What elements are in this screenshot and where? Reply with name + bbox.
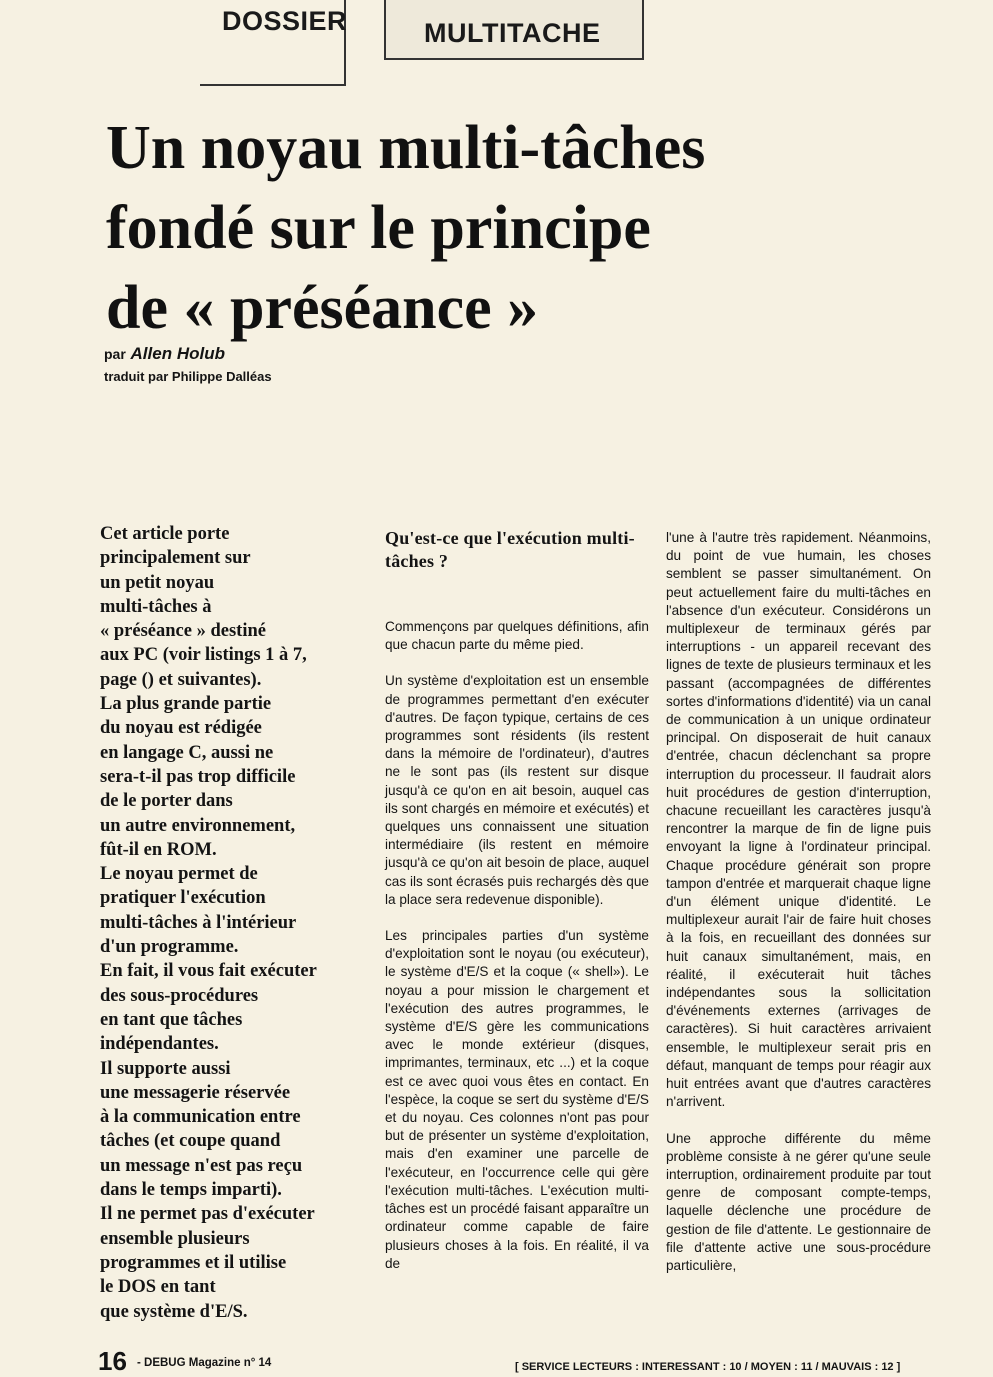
intro-line: de le porter dans [100, 791, 233, 812]
intro-line: d'un programme. [100, 937, 239, 958]
intro-line: aux PC (voir listings 1 à 7, [100, 645, 307, 666]
intro-line: fût-il en ROM. [100, 839, 217, 860]
publication-name: - DEBUG Magazine n° 14 [137, 1357, 272, 1369]
intro-line: le DOS en tant [100, 1277, 216, 1298]
intro-line: principalement sur [100, 548, 251, 569]
intro-line: multi-tâches à l'intérieur [100, 912, 297, 933]
intro-line: à la communication entre [100, 1107, 301, 1128]
section-label: DOSSIER [222, 6, 348, 36]
translator-credit: traduit par Philippe Dalléas [104, 369, 272, 384]
body-column-right [666, 529, 931, 1275]
intro-line: sera-t-il pas trop difficile [100, 766, 296, 787]
body-column-middle [385, 527, 649, 1273]
intro-line: Le noyau permet de [100, 864, 258, 885]
intro-line: un message n'est pas reçu [100, 1155, 303, 1176]
reader-service-line: [ SERVICE LECTEURS : INTERESSANT : 10 / MOYEN : 11 / MAUVAIS : 12 ] [515, 1361, 901, 1373]
intro-line: pratiquer l'exécution [100, 888, 266, 909]
intro-line: Il supporte aussi [100, 1058, 231, 1079]
category-label: MULTITACHE [424, 18, 601, 48]
intro-line: En fait, il vous fait exécuter [100, 961, 317, 982]
intro-line: tâches (et coupe quand [100, 1131, 281, 1152]
body-paragraph: l'une à l'autre très rapidement. Néanmoins, du point de vue humain, les choses semblent se passer simultanément. On peut actuellement faire du multi-tâches en l'absence d'un exécuteur. Considérons un multiplexeur de terminaux gérés par interruptions - un appareil recevant des lignes de texte de plusieurs terminaux et les passant (accompagnées de différentes sortes d'informations d'identité) via un canal de communication à un unique ordinateur principal. On disposerait de huit canaux d'entrée, chacun déclenchant sa propre interruption du processeur. Il faudrait alors huit procédures de gestion d'interruption, chacune recueillant les caractères jusqu'à rencontrer la marque de fin de ligne puis envoyant la ligne à l'ordinateur principal. Chaque procédure générait son propre tampon d'entrée et marquerait chaque ligne d'un élément unique d'identité. Le multiplexeur aurait l'air de faire huit choses à la fois, en recueillant des données sur huit canaux simultanément, mais, en réalité, il exécuterait huit tâches indépendantes sous la sollicitation d'événements externes (arrivages de caractères). Si huit caractères arrivaient ensemble, le multiplexeur serait pris en défaut, manquant de temps pour réagir aux huit entrées avant que d'autres caractères n'arrivent. [666, 530, 931, 1110]
body-paragraph: Commençons par quelques définitions, afin que chacun parte du même pied. [385, 619, 649, 653]
intro-line: La plus grande partie [100, 694, 272, 715]
intro-line: en tant que tâches [100, 1009, 243, 1030]
page-number: 16 [98, 1346, 127, 1376]
intro-line: dans le temps imparti). [100, 1180, 282, 1201]
section-heading: Qu'est-ce que l'exécution multi-tâches ? [385, 528, 635, 571]
intro-line: programmes et il utilise [100, 1252, 287, 1273]
intro-line: Il ne permet pas d'exécuter [100, 1204, 315, 1225]
body-paragraph: Une approche différente du même problème consiste à ne gérer qu'une seule interruption, ordinairement produite par tout genre de composant compte-temps, laquelle déclenche une procédure de gestion de file d'attente. Le gestionnaire de file d'attente active une sous-procédure particulière, [666, 1130, 931, 1273]
intro-line: page () et suivantes). [100, 669, 262, 690]
intro-line: Cet article porte [100, 524, 230, 544]
byline [104, 344, 225, 364]
byline-prefix: par [104, 346, 126, 362]
intro-line: en langage C, aussi ne [100, 742, 274, 763]
intro-line: des sous-procédures [100, 985, 259, 1006]
body-paragraph: Un système d'exploitation est un ensemble de programmes permettant d'en exécuter d'autres. De façon typique, certains de ces programmes sont résidents (ils restent dans la mémoire de l'ordinateur), d'autres ne le sont pas (ils restent sur disque jusqu'à ce qu'on en ait besoin, auquel cas ils sont chargés en mémoire et exécutés) et quelques uns connaissent une situation intermédiaire (ils restent en mémoire jusqu'à ce qu'on ait besoin de place, auquel cas ils sont écrasés puis rechargés dès que la place sera redevenue disponible). [385, 673, 649, 907]
intro-line: un petit noyau [100, 572, 215, 593]
title-line: Un noyau multi-tâches [106, 114, 706, 182]
intro-line: multi-tâches à [100, 596, 212, 617]
intro-line: un autre environnement, [100, 815, 296, 836]
article-intro [100, 522, 360, 1324]
author-name: Allen Holub [130, 344, 225, 363]
category-tab [384, 0, 644, 60]
intro-line: « préséance » destiné [100, 621, 266, 642]
intro-line: que système d'E/S. [100, 1301, 248, 1322]
title-line: de « préséance » [106, 274, 539, 342]
article-title [106, 108, 946, 348]
body-paragraph: Les principales parties d'un système d'exploitation sont le noyau (ou exécuteur), le système d'E/S et la coque (« shell»). Le noyau a pour mission le chargement et l'exécution des autres programmes, le système d'E/S gère les communications avec le monde extérieur (disques, imprimantes, terminaux, etc ...) et la coque est ce avec quoi vous êtes en contact. En l'espèce, la coque se sert du système d'E/S et du noyau. Ces colonnes n'ont pas pour but de présenter un système d'exploitation, mais d'en examiner une parcelle de l'exécuteur, en l'occurrence celle qui gère l'exécution multi-tâches. L'exécution multi-tâches est un procédé faisant apparaître un ordinateur comme capable de faire plusieurs choses à la fois. En réalité, il va de [385, 928, 649, 1271]
title-line: fondé sur le principe [106, 194, 651, 262]
intro-line: indépendantes. [100, 1034, 219, 1055]
intro-line: ensemble plusieurs [100, 1228, 250, 1249]
intro-line: du noyau est rédigée [100, 718, 262, 739]
section-tab [200, 0, 346, 86]
intro-line: une messagerie réservée [100, 1082, 291, 1103]
